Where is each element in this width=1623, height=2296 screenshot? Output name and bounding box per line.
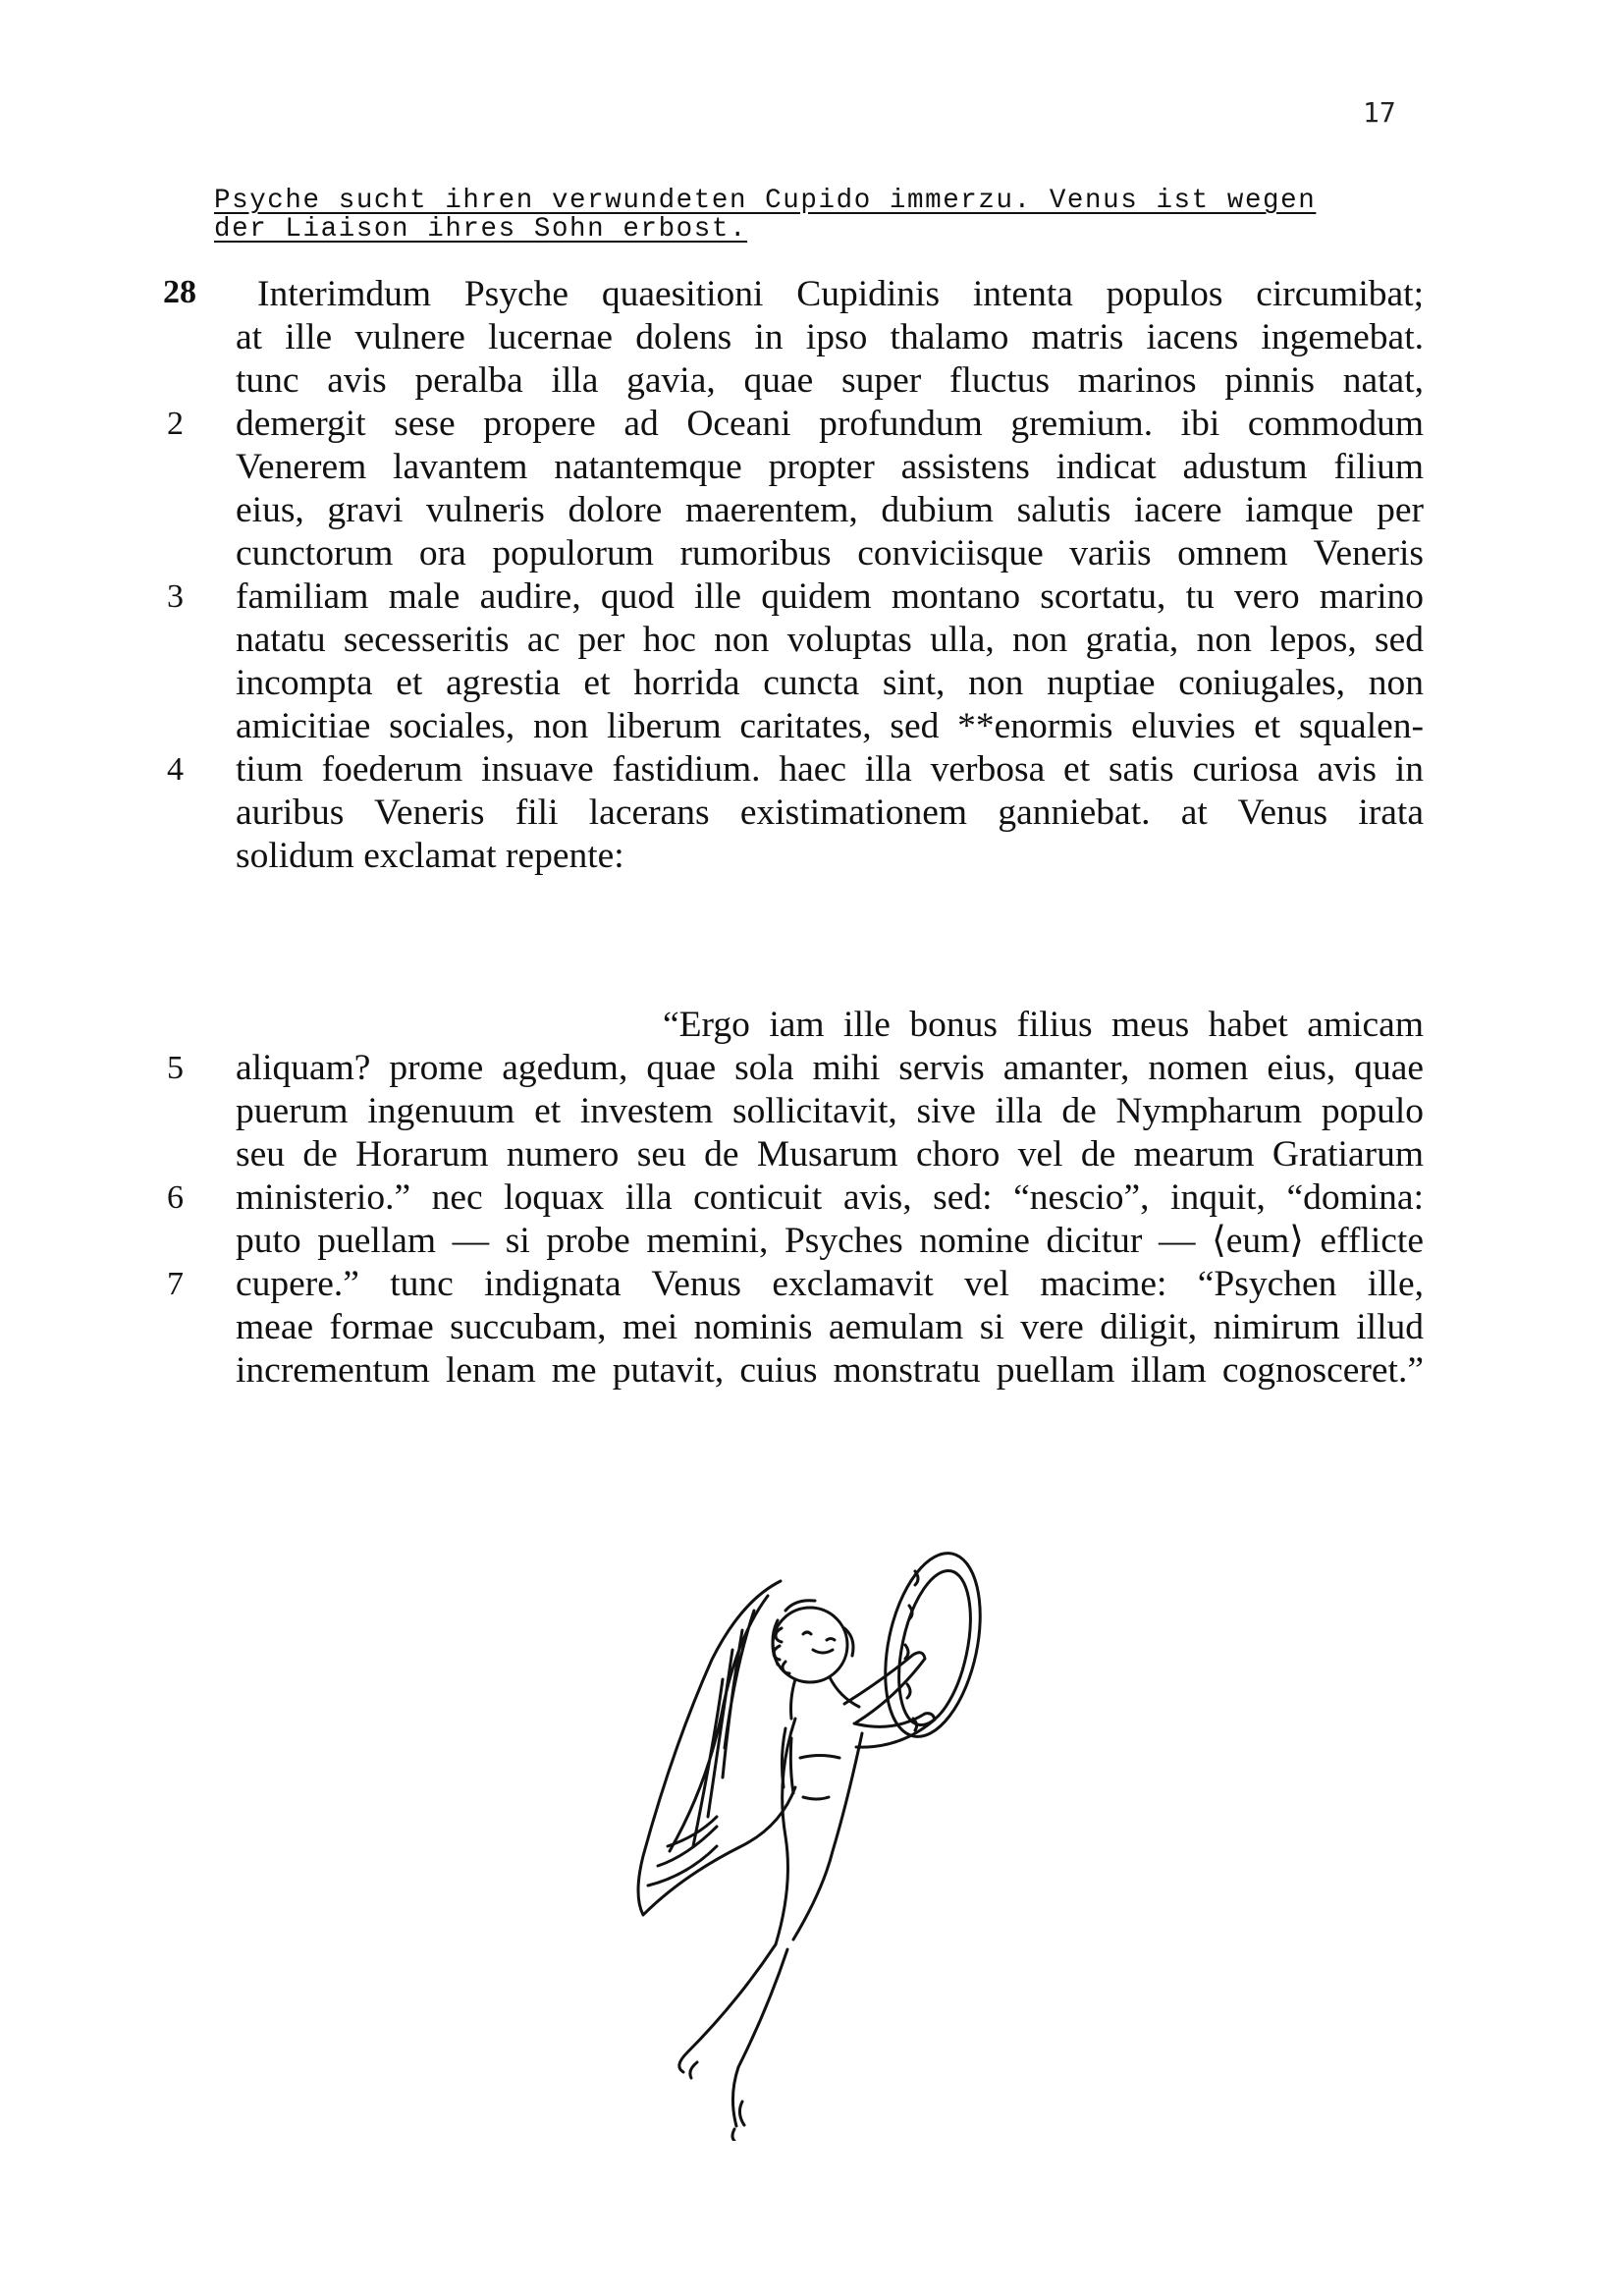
- winged-cupid-with-tambourine-icon: [550, 1552, 1021, 2141]
- text-line: tunc avis peralba illa gavia, quae super fluctus marinos pinnis natat,: [236, 360, 1424, 401]
- german-summary-heading: [214, 187, 1432, 244]
- text-line: solidum exclamat repente:: [236, 836, 624, 876]
- page-number: 17: [1363, 96, 1396, 129]
- text-line: meae formae succubam, mei nominis aemulam si vere diligit, nimirum illud: [236, 1307, 1424, 1347]
- heading-line-1: Psyche sucht ihren verwundeten Cupido immerzu. Venus ist wegen: [214, 186, 1317, 216]
- heading-line-2: der Liaison ihres Sohn erbost.: [214, 214, 748, 245]
- text-line: auribus Veneris fili lacerans existimationem ganniebat. at Venus irata: [236, 793, 1424, 833]
- text-line: incompta et agrestia et horrida cuncta sint, non nuptiae coniugales, non: [236, 663, 1424, 703]
- section-number-28: 28: [163, 274, 196, 310]
- text-line: ministerio.” nec loquax illa conticuit avis, sed: “nescio”, inquit, “domina:: [236, 1177, 1424, 1218]
- text-line: seu de Horarum numero seu de Musarum choro vel de mearum Gratiarum: [236, 1134, 1424, 1175]
- text-line: puerum ingenuum et investem sollicitavit, sive illa de Nympharum populo: [236, 1091, 1424, 1131]
- text-line: familiam male audire, quod ille quidem montano scortatu, tu vero marino: [236, 576, 1424, 617]
- text-line: cupere.” tunc indignata Venus exclamavit vel macime: “Psychen ille,: [236, 1264, 1424, 1304]
- line-marker-2: 2: [167, 406, 184, 442]
- line-marker-5: 5: [167, 1050, 184, 1086]
- text-line: “Ergo iam ille bonus filius meus habet amicam: [663, 1005, 1424, 1045]
- line-marker-7: 7: [167, 1266, 184, 1302]
- text-line: natatu secesseritis ac per hoc non voluptas ulla, non gratia, non lepos, sed: [236, 620, 1424, 660]
- text-line: demergit sese propere ad Oceani profundum gremium. ibi commodum: [236, 404, 1424, 444]
- line-marker-3: 3: [167, 578, 184, 615]
- text-line: cunctorum ora populorum rumoribus conviciisque variis omnem Veneris: [236, 533, 1424, 574]
- line-marker-4: 4: [167, 751, 184, 788]
- text-line: Venerem lavantem natantemque propter assistens indicat adustum filium: [236, 447, 1424, 487]
- text-line: at ille vulnere lucernae dolens in ipso thalamo matris iacens ingemebat.: [236, 317, 1424, 357]
- text-line: eius, gravi vulneris dolore maerentem, dubium salutis iacere iamque per: [236, 490, 1424, 530]
- text-line: amicitiae sociales, non liberum caritates, sed **enormis eluvies et squalen-: [236, 706, 1424, 746]
- text-line: Interimdum Psyche quaesitioni Cupidinis intenta populos circumibat;: [257, 274, 1424, 314]
- text-line: incrementum lenam me putavit, cuius monstratu puellam illam cognosceret.”: [236, 1350, 1424, 1391]
- text-line: aliquam? prome agedum, quae sola mihi servis amanter, nomen eius, quae: [236, 1048, 1424, 1088]
- text-line: puto puellam — si probe memini, Psyches nomine dicitur — ⟨eum⟩ efflicte: [236, 1221, 1424, 1261]
- text-line: tium foederum insuave fastidium. haec illa verbosa et satis curiosa avis in: [236, 749, 1424, 790]
- line-marker-6: 6: [167, 1179, 184, 1216]
